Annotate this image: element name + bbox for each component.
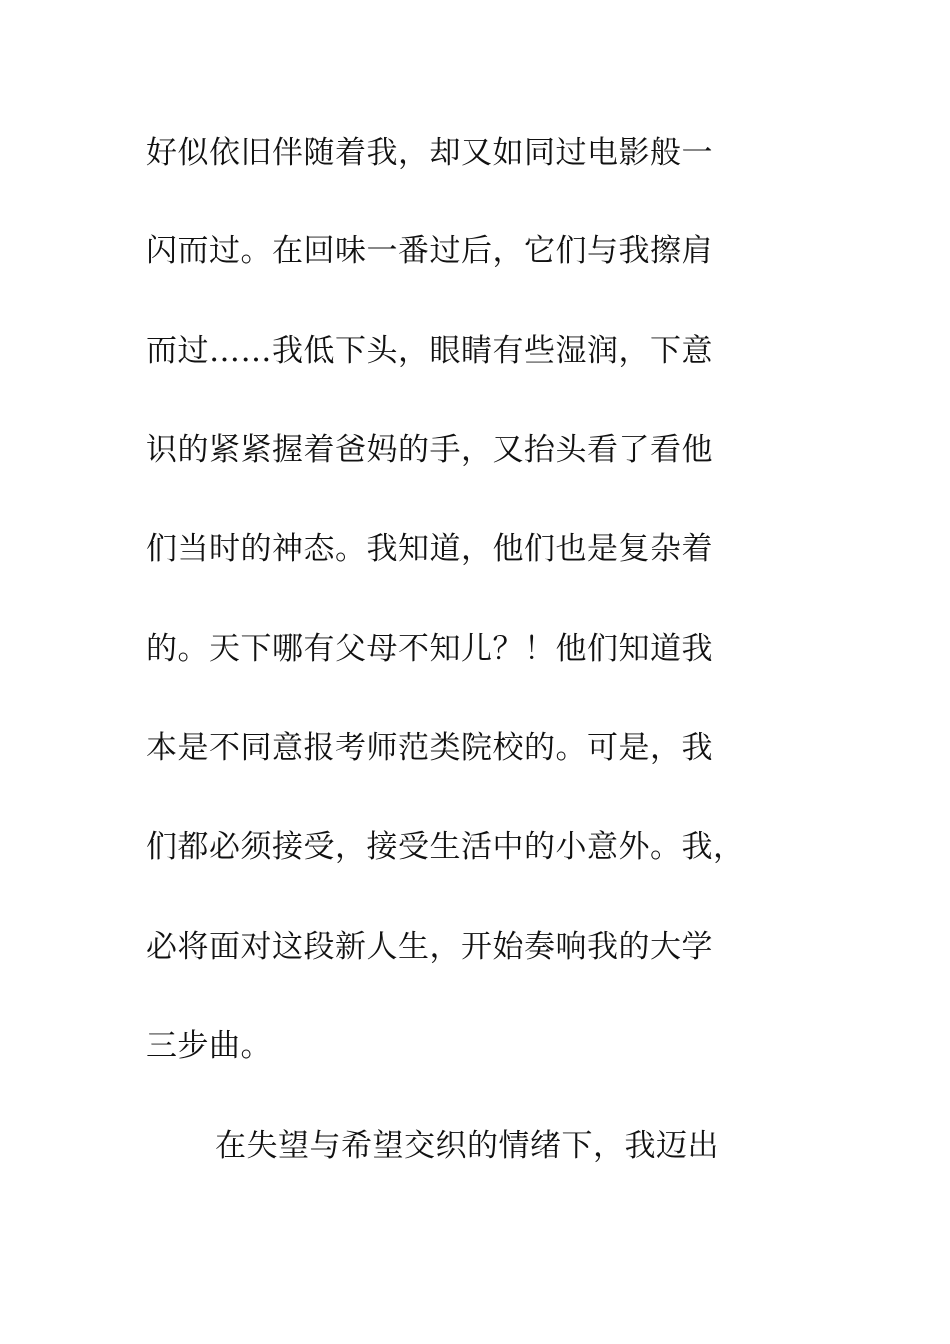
text-line-9: 必将面对这段新人生，开始奏响我的大学 [146,929,713,965]
text-line-2: 闪而过。在回味一番过后，它们与我擦肩 [146,233,713,269]
text-line-1: 好似依旧伴随着我，却又如同过电影般一 [146,135,713,171]
text-line-11-paragraph-start: 在失望与希望交织的情绪下，我迈出 [215,1128,719,1164]
text-line-6: 的。天下哪有父母不知儿？！他们知道我 [146,631,713,667]
text-line-3: 而过……我低下头，眼睛有些湿润，下意 [146,333,713,369]
text-line-4: 识的紧紧握着爸妈的手，又抬头看了看他 [146,432,713,468]
text-line-8: 们都必须接受，接受生活中的小意外。我， [146,829,745,865]
text-line-7: 本是不同意报考师范类院校的。可是，我 [146,730,713,766]
text-line-10: 三步曲。 [146,1028,272,1064]
text-line-5: 们当时的神态。我知道，他们也是复杂着 [146,531,713,567]
